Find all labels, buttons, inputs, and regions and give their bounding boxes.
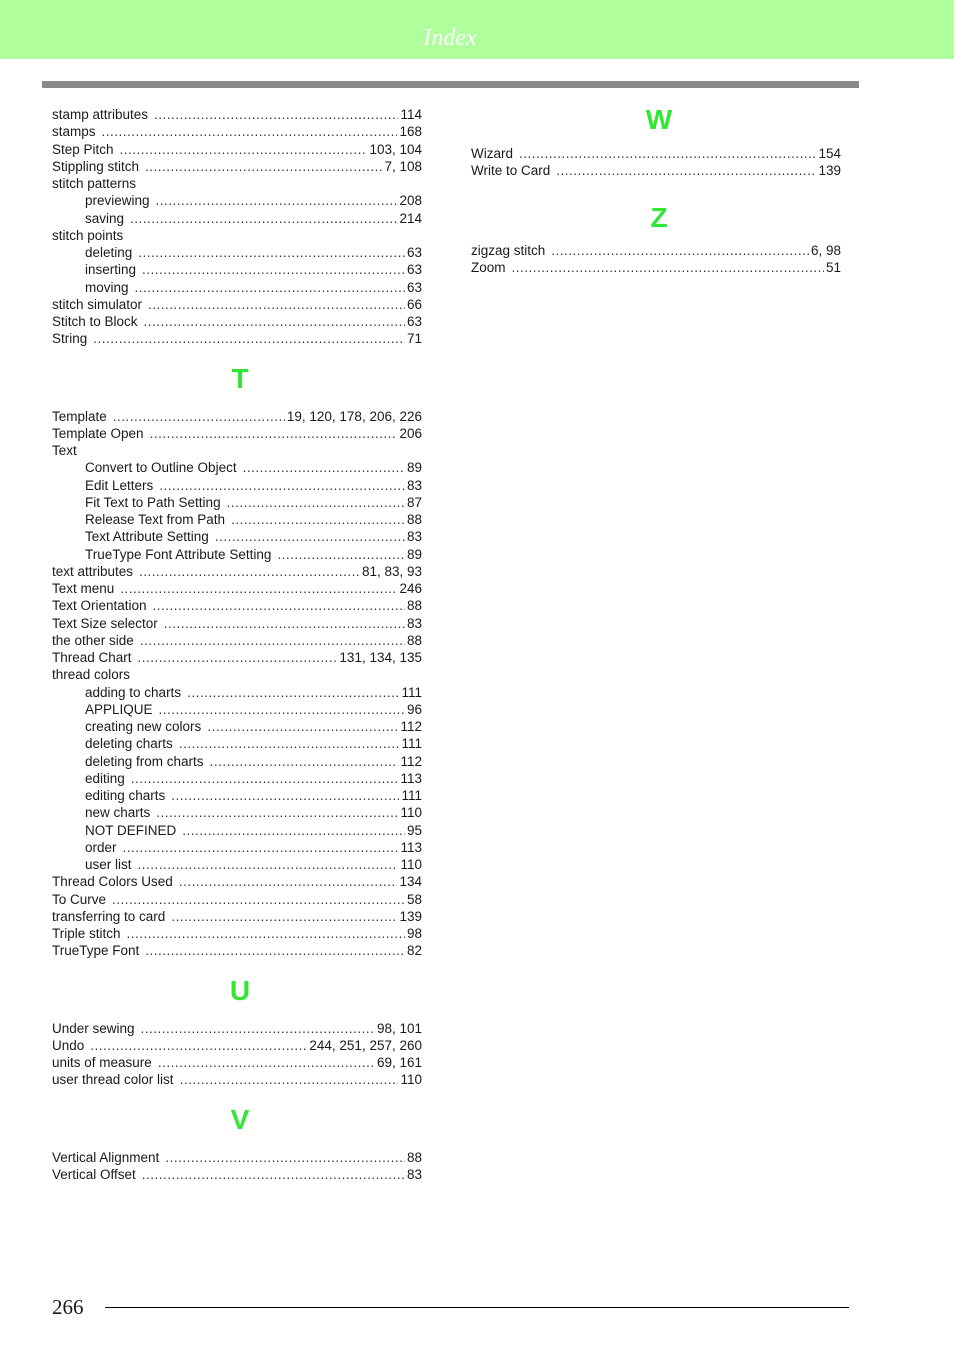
entry-pages: 111 — [401, 788, 422, 803]
entry-pages: 208 — [399, 193, 422, 209]
dot-leader — [138, 649, 338, 666]
entry-term: thread colors — [52, 667, 131, 683]
entry-pages: 63 — [406, 279, 422, 295]
entry-term: the other side — [52, 632, 134, 648]
entry-term: NOT DEFINED — [85, 822, 177, 838]
entry-term: Stippling stitch — [52, 158, 140, 174]
index-entry — [471, 259, 841, 276]
entry-pages: 89 — [406, 460, 422, 476]
index-subentry — [52, 261, 422, 278]
index-subentry — [52, 279, 422, 296]
dot-leader — [158, 1054, 375, 1071]
index-subentry — [52, 770, 422, 787]
index-entry — [52, 1054, 422, 1071]
dot-leader — [142, 1166, 405, 1183]
entry-pages: 82 — [406, 943, 422, 959]
dot-leader — [130, 210, 397, 227]
index-entry — [471, 242, 841, 259]
dot-leader — [156, 804, 398, 821]
index-subentry — [52, 459, 422, 476]
index-entry — [52, 925, 422, 942]
dot-leader — [150, 425, 398, 442]
entry-term: Release Text from Path — [85, 512, 226, 527]
index-entry — [52, 123, 422, 140]
entry-pages: 88 — [406, 598, 422, 614]
entry-pages: 114 — [400, 107, 422, 122]
header-divider — [42, 81, 859, 88]
right-index-column — [471, 103, 841, 276]
entry-term: moving — [85, 279, 129, 295]
entry-pages: 88 — [406, 632, 422, 648]
entry-pages: 19, 120, 178, 206, 226 — [286, 408, 422, 424]
index-subentry — [52, 546, 422, 563]
dot-leader — [277, 546, 405, 563]
entry-term: editing charts — [85, 788, 166, 803]
entry-term: To Curve — [52, 891, 107, 907]
entry-pages: 139 — [818, 163, 841, 179]
section-u — [52, 1020, 422, 1089]
entry-term: Vertical Alignment — [52, 1149, 160, 1165]
entry-term: Text Size selector — [52, 615, 158, 631]
entry-term: stitch patterns — [52, 176, 137, 191]
entry-pages: 7, 108 — [384, 158, 422, 174]
entry-term: Triple stitch — [52, 926, 121, 941]
entry-pages: 214 — [399, 210, 422, 226]
entry-pages: 110 — [400, 857, 422, 872]
entry-pages: 69, 161 — [376, 1055, 422, 1070]
dot-leader — [93, 330, 405, 347]
entry-pages: 139 — [399, 908, 422, 924]
index-entry — [52, 106, 422, 123]
entry-term: order — [85, 839, 117, 855]
entry-pages: 83 — [406, 1166, 422, 1182]
entry-term: Convert to Outline Object — [85, 460, 237, 476]
dot-leader — [123, 839, 399, 856]
dot-leader — [145, 158, 382, 175]
entry-term: units of measure — [52, 1055, 152, 1070]
dot-leader — [512, 259, 824, 276]
dot-leader — [142, 261, 405, 278]
entry-pages: 81, 83, 93 — [361, 563, 422, 579]
dot-leader — [90, 1037, 307, 1054]
entry-term: Text Orientation — [52, 598, 147, 614]
entry-term: Edit Letters — [85, 477, 154, 493]
dot-leader — [207, 718, 398, 735]
entry-pages: 6, 98 — [810, 242, 841, 258]
index-subentry — [52, 753, 422, 770]
dot-leader — [171, 908, 397, 925]
index-entry — [52, 158, 422, 175]
entry-term: user list — [85, 857, 132, 872]
dot-leader — [153, 597, 405, 614]
entry-term: APPLIQUE — [85, 701, 153, 717]
index-entry — [52, 649, 422, 666]
entry-term: Vertical Offset — [52, 1166, 136, 1182]
dot-leader — [556, 162, 816, 179]
dot-leader — [127, 925, 405, 942]
index-entry — [52, 942, 422, 959]
entry-term: transferring to card — [52, 908, 166, 924]
entry-pages: 110 — [400, 805, 422, 821]
dot-leader — [145, 942, 405, 959]
entry-pages: 63 — [406, 262, 422, 278]
page-number: 266 — [52, 1295, 84, 1319]
entry-term: TrueType Font — [52, 943, 140, 959]
entry-pages: 63 — [406, 314, 422, 329]
section-letter-z: Z — [650, 201, 668, 233]
index-entry — [52, 442, 422, 459]
entry-term: editing — [85, 770, 125, 786]
index-entry — [52, 141, 422, 158]
entry-term: Zoom — [471, 259, 506, 275]
entry-term: deleting charts — [85, 736, 173, 752]
index-entry — [52, 313, 422, 330]
entry-pages: 63 — [406, 245, 422, 260]
dot-leader — [231, 511, 405, 528]
entry-term: Thread Colors Used — [52, 874, 173, 890]
entry-pages: 112 — [400, 719, 422, 734]
index-subentry — [52, 192, 422, 209]
entry-pages: 110 — [400, 1072, 422, 1088]
index-subentry — [52, 244, 422, 261]
dot-leader — [210, 753, 399, 770]
section-v — [52, 1149, 422, 1184]
section-letter-u: U — [229, 974, 251, 1006]
section-letter-w: W — [645, 104, 673, 135]
dot-leader — [140, 632, 405, 649]
entry-term: creating new colors — [85, 719, 202, 734]
index-entry — [52, 632, 422, 649]
entry-term: stamp attributes — [52, 107, 149, 122]
dot-leader — [171, 787, 399, 804]
entry-pages: 71 — [406, 331, 422, 347]
entry-term: Template — [52, 408, 107, 424]
dot-leader — [135, 279, 405, 296]
index-subentry — [52, 787, 422, 804]
index-entry — [52, 873, 422, 890]
entry-pages: 87 — [406, 494, 422, 510]
entry-pages: 98 — [406, 926, 422, 941]
index-entry — [52, 908, 422, 925]
entry-term: deleting — [85, 245, 133, 260]
entry-term: Text — [52, 443, 77, 458]
entry-term: new charts — [85, 805, 151, 821]
entry-pages: 113 — [400, 839, 422, 855]
index-subentry — [52, 477, 422, 494]
dot-leader — [243, 459, 405, 476]
entry-pages: 95 — [406, 822, 422, 838]
index-entry — [52, 175, 422, 192]
left-index-column — [52, 106, 422, 1183]
entry-pages: 89 — [406, 546, 422, 562]
entry-term: adding to charts — [85, 684, 182, 700]
entry-pages: 66 — [406, 296, 422, 312]
index-entry — [52, 580, 422, 597]
entry-term: zigzag stitch — [471, 242, 546, 258]
entry-pages: 88 — [406, 512, 422, 527]
entry-term: String — [52, 331, 88, 347]
dot-leader — [156, 192, 398, 209]
entry-pages: 51 — [825, 259, 841, 275]
dot-leader — [159, 701, 405, 718]
dot-leader — [102, 123, 398, 140]
index-subentry — [52, 210, 422, 227]
page-title: Index — [423, 25, 477, 51]
entry-term: saving — [85, 210, 125, 226]
index-subentry — [52, 528, 422, 545]
entry-pages: 83 — [406, 615, 422, 631]
entry-pages: 154 — [818, 146, 841, 161]
entry-pages: 206 — [399, 425, 422, 441]
entry-term: TrueType Font Attribute Setting — [85, 546, 272, 562]
entry-pages: 134 — [399, 874, 422, 890]
dot-leader — [164, 615, 405, 632]
entry-pages: 244, 251, 257, 260 — [309, 1037, 422, 1053]
entry-term: Text Attribute Setting — [85, 529, 209, 545]
index-entry — [52, 227, 422, 244]
entry-pages: 88 — [406, 1149, 422, 1165]
dot-leader — [113, 408, 285, 425]
entry-pages: 246 — [399, 581, 422, 596]
index-entry — [471, 145, 841, 162]
index-entry — [52, 563, 422, 580]
dot-leader — [215, 528, 405, 545]
dot-leader — [187, 684, 399, 701]
entry-pages: 98, 101 — [376, 1020, 422, 1036]
index-entry — [52, 1071, 422, 1088]
entry-term: stitch simulator — [52, 296, 143, 312]
entry-pages: 83 — [406, 477, 422, 493]
index-subentry — [52, 735, 422, 752]
entry-term: inserting — [85, 262, 137, 278]
entry-term: Template Open — [52, 425, 144, 441]
entry-term: Text menu — [52, 581, 115, 596]
index-entry — [52, 597, 422, 614]
index-subentry — [52, 839, 422, 856]
index-entry — [52, 1149, 422, 1166]
index-entry — [52, 425, 422, 442]
dot-leader — [148, 296, 405, 313]
entry-pages: 112 — [400, 753, 422, 769]
dot-leader — [182, 822, 405, 839]
entry-pages: 103, 104 — [369, 141, 422, 157]
footer-divider — [105, 1307, 849, 1308]
index-entry — [52, 1166, 422, 1183]
index-entry — [52, 1037, 422, 1054]
entry-term: text attributes — [52, 563, 134, 579]
section-t — [52, 408, 422, 960]
index-entry — [52, 296, 422, 313]
entry-pages: 96 — [406, 701, 422, 717]
dot-leader — [165, 1149, 405, 1166]
entry-term: Write to Card — [471, 163, 551, 179]
index-subentry — [52, 684, 422, 701]
dot-leader — [139, 563, 360, 580]
dot-leader — [141, 1020, 375, 1037]
index-entry — [52, 1020, 422, 1037]
index-subentry — [52, 701, 422, 718]
dot-leader — [159, 477, 405, 494]
section-letter-t: T — [231, 362, 249, 394]
index-subentry — [52, 856, 422, 873]
entry-term: Stitch to Block — [52, 314, 138, 329]
index-entry — [52, 408, 422, 425]
dot-leader — [179, 735, 400, 752]
entry-term: stitch points — [52, 227, 124, 243]
section-w — [471, 145, 841, 180]
section-s — [52, 106, 422, 348]
dot-leader — [131, 770, 399, 787]
section-letter-v: V — [230, 1103, 250, 1135]
index-entry — [52, 891, 422, 908]
index-subentry — [52, 494, 422, 511]
entry-pages: 131, 134, 135 — [339, 650, 422, 665]
entry-term: Under sewing — [52, 1020, 135, 1036]
entry-pages: 58 — [406, 891, 422, 907]
entry-term: Fit Text to Path Setting — [85, 494, 221, 510]
dot-leader — [154, 106, 398, 123]
dot-leader — [144, 313, 405, 330]
dot-leader — [519, 145, 816, 162]
entry-term: Step Pitch — [52, 141, 114, 157]
entry-term: Thread Chart — [52, 650, 132, 665]
entry-pages: 111 — [401, 684, 422, 700]
dot-leader — [551, 242, 809, 259]
index-entry — [52, 615, 422, 632]
entry-term: deleting from charts — [85, 753, 204, 769]
dot-leader — [179, 873, 398, 890]
index-subentry — [52, 718, 422, 735]
dot-leader — [120, 141, 368, 158]
index-entry — [471, 162, 841, 179]
dot-leader — [138, 244, 405, 261]
entry-pages: 111 — [401, 736, 422, 752]
index-subentry — [52, 804, 422, 821]
entry-term: Undo — [52, 1037, 85, 1053]
entry-term: previewing — [85, 193, 150, 209]
entry-term: stamps — [52, 124, 96, 140]
index-entry — [52, 330, 422, 347]
section-z — [471, 242, 841, 277]
entry-term: Wizard — [471, 146, 514, 161]
entry-pages: 168 — [399, 124, 422, 140]
entry-pages: 113 — [400, 770, 422, 786]
dot-leader — [120, 580, 397, 597]
index-subentry — [52, 822, 422, 839]
index-subentry — [52, 511, 422, 528]
dot-leader — [138, 856, 399, 873]
dot-leader — [180, 1071, 399, 1088]
dot-leader — [227, 494, 405, 511]
index-entry — [52, 666, 422, 683]
entry-pages: 83 — [406, 529, 422, 545]
dot-leader — [112, 891, 405, 908]
entry-term: user thread color list — [52, 1072, 174, 1088]
